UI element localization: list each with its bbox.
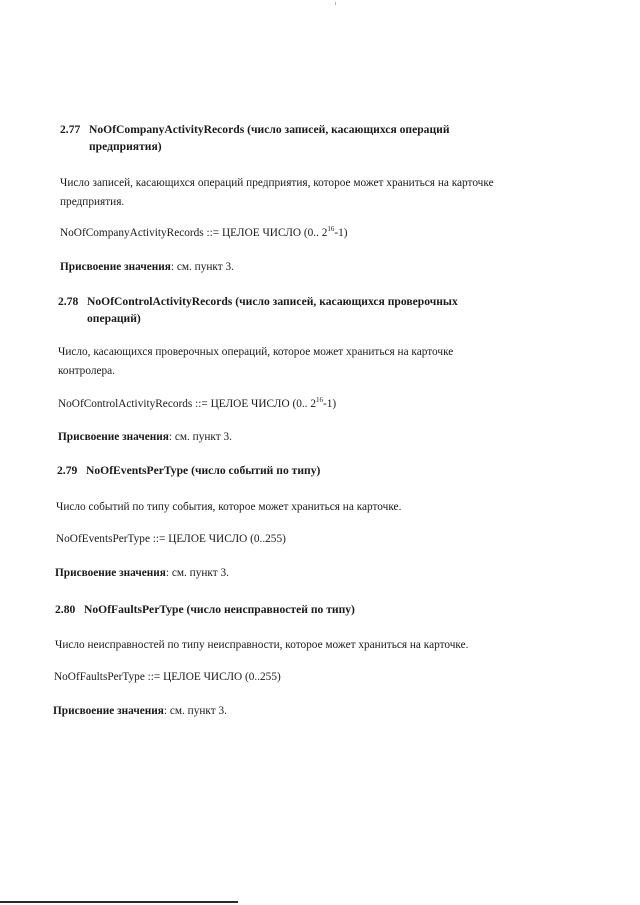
section-title-desc: (число неисправностей по типу) — [186, 603, 355, 616]
section-heading-2-79 — [57, 463, 320, 478]
assignment-text: : см. пункт 3. — [165, 567, 229, 579]
type-definition — [54, 670, 281, 685]
section-title: NoOfEventsPerType — [86, 464, 189, 477]
section-heading-2-80 — [55, 602, 355, 617]
description-line: предприятия. — [60, 196, 125, 208]
assignment-label: Присвоение значения — [55, 567, 166, 579]
section-title: NoOfCompanyActivityRecords — [89, 123, 245, 136]
description-line: Число, касающихся проверочных операций, которое может храниться на карточке — [58, 346, 454, 358]
scan-mark — [335, 2, 336, 5]
description-line: Число записей, касающихся операций предприятия, которое может храниться на карточке — [60, 177, 494, 189]
section-title-cont: операций) — [87, 312, 141, 325]
definition-exponent: 16 — [315, 396, 323, 404]
footer-divider — [0, 901, 238, 903]
section-title-cont: предприятия) — [89, 140, 162, 153]
section-title-desc: (число записей, касающихся операций — [247, 123, 450, 136]
definition-text: NoOfCompanyActivityRecords ::= ЦЕЛОЕ ЧИСЛО (0.. 2 — [60, 227, 328, 239]
assignment-label: Присвоение значения — [58, 431, 169, 443]
section-description — [55, 638, 468, 653]
value-assignment — [60, 260, 234, 275]
section-title: NoOfFaultsPerType — [84, 603, 184, 616]
description-line: Число неисправностей по типу неисправности, которое может храниться на карточке. — [55, 639, 469, 651]
type-definition — [58, 397, 336, 412]
section-title-desc: (число событий по типу) — [191, 464, 321, 477]
type-definition — [56, 532, 286, 547]
definition-text: NoOfControlActivityRecords ::= ЦЕЛОЕ ЧИСЛО (0.. 2 — [58, 398, 316, 410]
description-line: контролера. — [58, 365, 115, 377]
definition-suffix: -1) — [322, 398, 337, 410]
definition-suffix: -1) — [334, 227, 348, 239]
section-number: 2.77 — [60, 123, 81, 136]
assignment-label: Присвоение значения — [60, 261, 171, 273]
section-title: NoOfControlActivityRecords — [87, 295, 233, 308]
assignment-label: Присвоение значения — [53, 705, 164, 717]
assignment-text: : см. пункт 3. — [170, 261, 234, 273]
section-heading-2-77 — [60, 122, 450, 154]
section-title-desc: (число записей, касающихся проверочных — [235, 295, 458, 308]
section-description — [60, 176, 494, 210]
value-assignment — [55, 566, 229, 581]
assignment-text: : см. пункт 3. — [168, 431, 232, 443]
section-description — [56, 500, 401, 515]
section-number: 2.80 — [55, 603, 76, 616]
section-description — [58, 345, 453, 379]
section-heading-2-78 — [58, 294, 458, 326]
definition-text: NoOfFaultsPerType ::= ЦЕЛОЕ ЧИСЛО (0..255) — [54, 671, 281, 683]
value-assignment — [58, 430, 232, 445]
section-number: 2.79 — [57, 464, 78, 477]
description-line: Число событий по типу события, которое может храниться на карточке. — [56, 501, 402, 513]
value-assignment — [53, 704, 227, 719]
definition-exponent: 16 — [327, 225, 335, 233]
assignment-text: : см. пункт 3. — [163, 705, 227, 717]
type-definition — [60, 226, 348, 241]
section-number: 2.78 — [58, 295, 79, 308]
definition-text: NoOfEventsPerType ::= ЦЕЛОЕ ЧИСЛО (0..255) — [56, 533, 286, 545]
